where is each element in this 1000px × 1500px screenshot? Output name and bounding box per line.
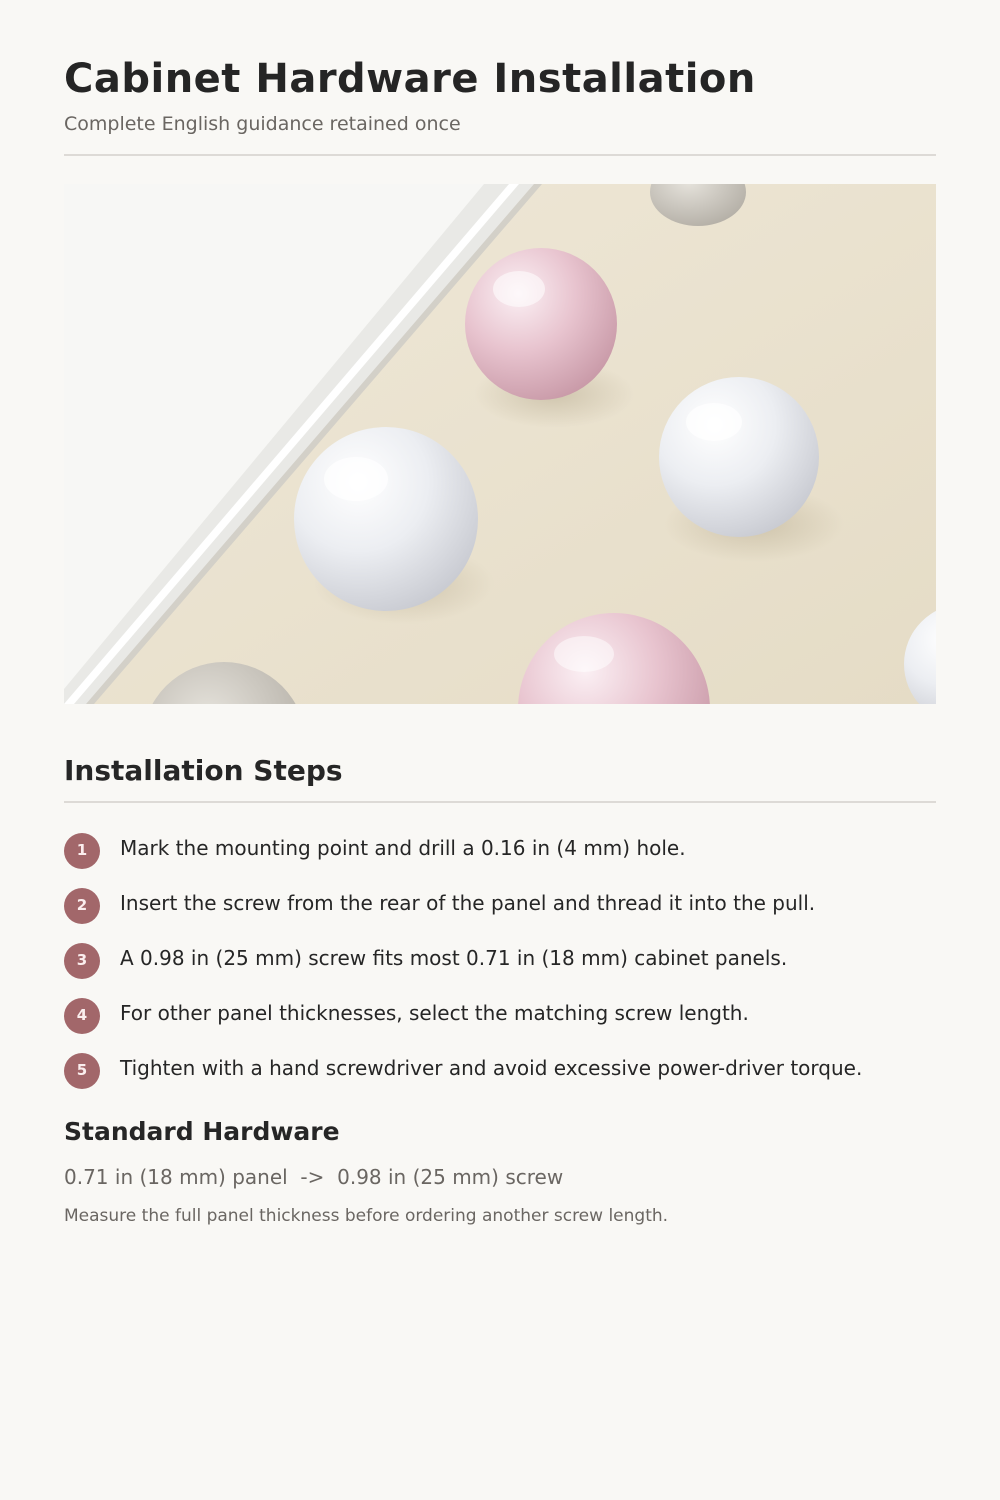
hardware-heading: Standard Hardware bbox=[64, 1117, 340, 1146]
step-text: Insert the screw from the rear of the panel and thread it into the pull. bbox=[120, 891, 816, 915]
page-subtitle: Complete English guidance retained once bbox=[64, 113, 461, 135]
title-divider bbox=[64, 154, 936, 156]
step-text: Mark the mounting point and drill a 0.16 in (4 mm) hole. bbox=[120, 836, 686, 860]
product-photo bbox=[64, 184, 936, 704]
step-number-badge: 4 bbox=[64, 998, 100, 1034]
steps-heading: Installation Steps bbox=[64, 754, 343, 787]
step-text: A 0.98 in (25 mm) screw fits most 0.71 in (18 mm) cabinet panels. bbox=[120, 946, 788, 970]
hardware-note: Measure the full panel thickness before ordering another screw length. bbox=[64, 1206, 669, 1226]
hardware-spec: 0.71 in (18 mm) panel -> 0.98 in (25 mm) screw bbox=[64, 1165, 564, 1189]
page-title: Cabinet Hardware Installation bbox=[64, 56, 756, 102]
step-text: For other panel thicknesses, select the matching screw length. bbox=[120, 1001, 749, 1025]
step-number-badge: 5 bbox=[64, 1053, 100, 1089]
step-number-badge: 1 bbox=[64, 833, 100, 869]
step-number-badge: 3 bbox=[64, 943, 100, 979]
steps-divider bbox=[64, 801, 936, 803]
step-text: Tighten with a hand screwdriver and avoid excessive power-driver torque. bbox=[120, 1056, 863, 1080]
step-number-badge: 2 bbox=[64, 888, 100, 924]
